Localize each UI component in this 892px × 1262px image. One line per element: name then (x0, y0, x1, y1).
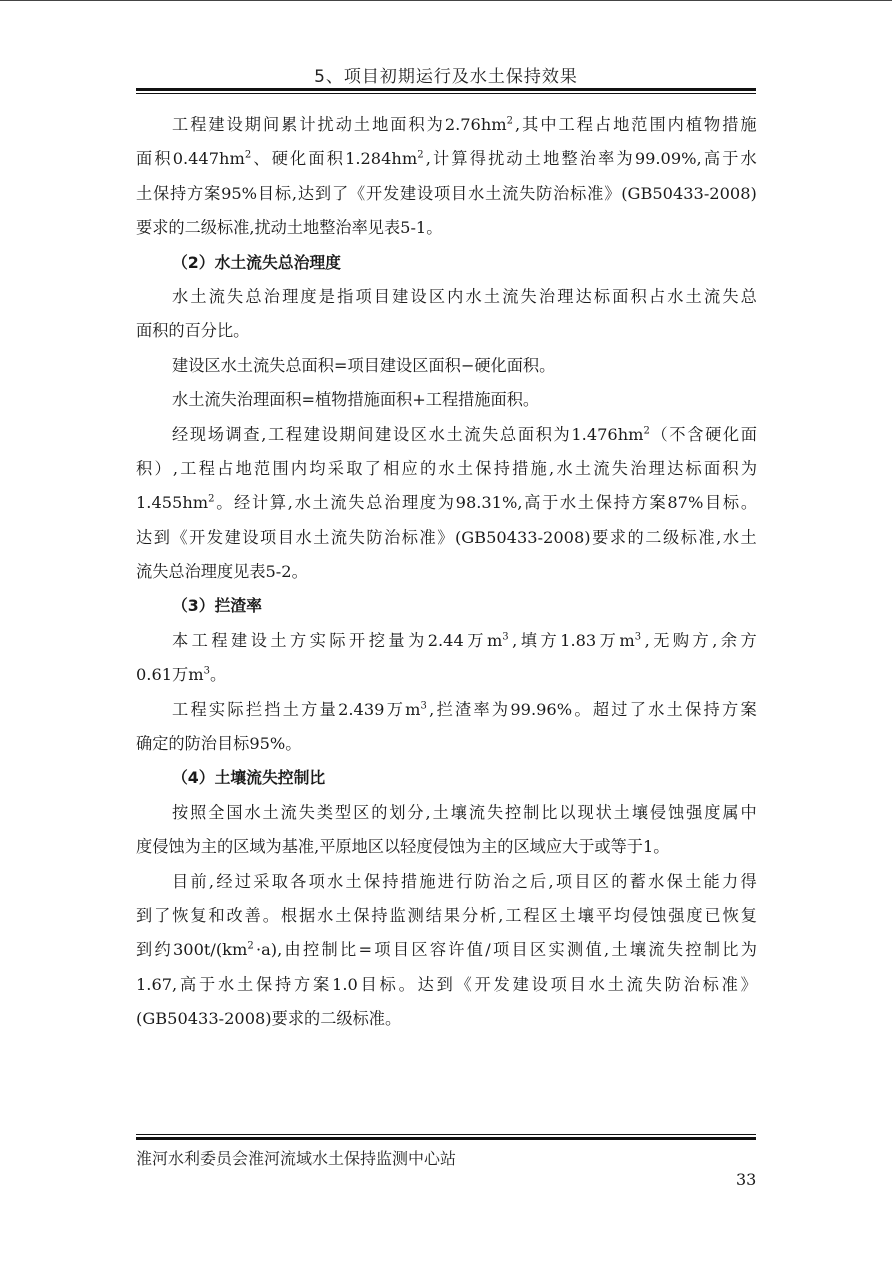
text-line: 工 程 建 设 期 间 累 计 扰 动 土 地 面 积 为 $2.76hm^2$ , 其 中 工 程 占 地 范 围 内 植 物 措 施 (172, 115, 757, 134)
text-line: 流 失 总 治 理 度 见 表 5-2 。 (136, 562, 308, 582)
footer-organization: 淮河水利委员会淮河流域水土保持监测中心站 (136, 1149, 457, 1168)
text-line: 到 了 恢 复 和 改 善 。 根 据 水 土 保 持 监 测 结 果 分 析 , 工 程 区 土 壤 平 均 侵 蚀 强 度 已 恢 复 (136, 905, 757, 925)
text-line: (GB50433-2008) 要 求 的 二 级 标 准 。 (136, 1009, 402, 1029)
page-header-title: 5、项目初期运行及水土保持效果 (314, 67, 578, 87)
text-line: 度 侵 蚀 为 主 的 区 域 为 基 准 , 平 原 地 区 以 轻 度 侵 蚀 为 主 的 区 域 应 大 于 或 等 于 1 。 (136, 837, 670, 857)
header-rule-thick (136, 88, 756, 91)
text-line: 水 土 流 失 治 理 面 积 = 植 物 措 施 面 积 + 工 程 措 施 面 积 。 (172, 390, 540, 410)
text-line: 面 积 的 百 分 比 。 (136, 321, 250, 341)
text-line: 水 土 流 失 总 治 理 度 是 指 项 目 建 设 区 内 水 土 流 失 治 理 达 标 面 积 占 水 土 流 失 总 (172, 286, 757, 306)
text-line: 工 程 实 际 拦 挡 土 方 量 2.439 万 $m^3$ , 拦 渣 率 为 99.96% 。 超 过 了 水 土 保 持 方 案 (172, 699, 757, 719)
page-top-border (0, 0, 892, 1)
text-line: 按 照 全 国 水 土 流 失 类 型 区 的 划 分 , 土 壤 流 失 控 制 比 以 现 状 土 壤 侵 蚀 强 度 属 中 (172, 802, 757, 822)
text-line: 确 定 的 防 治 目 标 95% 。 (136, 734, 302, 754)
text-line: 本 工 程 建 设 土 方 实 际 开 挖 量 为 2.44 万 $m^3$ , 填 方 1.83 万 $m^3$ , 无 购 方 , 余 方 (172, 630, 757, 650)
text-line: 要 求 的 二 级 标 准 , 扰 动 土 地 整 治 率 见 表 5-1 。 (136, 218, 443, 238)
text-line: $1.455hm^2$ 。 经 计 算 , 水 土 流 失 总 治 理 度 为 98.31%, 高 于 水 土 保 持 方 案 87% 目 标 。 (136, 493, 757, 513)
text-line: 建 设 区 水 土 流 失 总 面 积 = 项 目 建 设 区 面 积 − 硬 化 面 积 。 (172, 355, 556, 375)
page-number: 33 (736, 1170, 757, 1189)
section-heading: （3）拦渣率 (172, 596, 262, 616)
text-line: 到 约 $300t/(km^2$ ·a), 由 控 制 比 = 项 目 区 容 许 值 / 项 目 区 实 测 值 , 土 壤 流 失 控 制 比 为 (136, 940, 757, 960)
header-rule-thin (136, 93, 756, 94)
text-line: 达 到 《 开 发 建 设 项 目 水 土 流 失 防 治 标 准 》 (GB50433-2008) 要 求 的 二 级 标 准 , 水 土 (136, 527, 757, 547)
footer-rule-thin (136, 1134, 756, 1135)
text-line: 0.61 万 $m^3$ 。 (136, 665, 227, 685)
text-line: 目 前 , 经 过 采 取 各 项 水 土 保 持 措 施 进 行 防 治 之 后 , 项 目 区 的 蓄 水 保 土 能 力 得 (172, 871, 757, 891)
footer-rule-thick (136, 1137, 756, 1140)
section-heading: （2）水土流失总治理度 (172, 252, 341, 272)
text-line: 经 现 场 调 查 , 工 程 建 设 期 间 建 设 区 水 土 流 失 总 面 积 为 $1.476hm^2$ （ 不 含 硬 化 面 (172, 424, 757, 444)
text-line: 土 保 持 方 案 95% 目 标 , 达 到 了 《 开 发 建 设 项 目 水 土 流 失 防 治 标 准 》 (GB50433-2008) (136, 183, 757, 203)
section-heading: （4）土壤流失控制比 (172, 768, 326, 788)
body-text (136, 108, 757, 1037)
text-line: 面 积 $0.447hm^2$ 、 硬 化 面 积 $1.284hm^2$ , 计 算 得 扰 动 土 地 整 治 率 为 99.09%, 高 于 水 (136, 149, 757, 169)
text-line: 积 ） , 工 程 占 地 范 围 内 均 采 取 了 相 应 的 水 土 保 持 措 施 , 水 土 流 失 治 理 达 标 面 积 为 (136, 458, 757, 478)
text-line: 1.67, 高 于 水 土 保 持 方 案 1.0 目 标 。 达 到 《 开 发 建 设 项 目 水 土 流 失 防 治 标 准 》 (136, 974, 757, 994)
